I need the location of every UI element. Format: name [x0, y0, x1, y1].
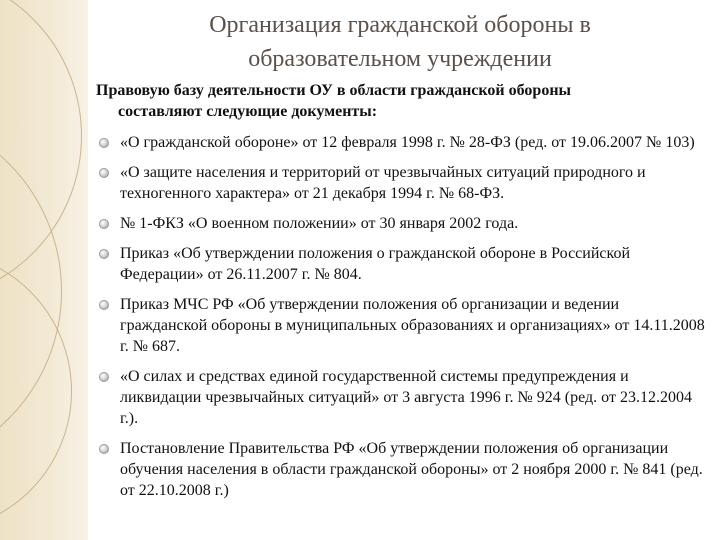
list-item [96, 162, 706, 204]
list-item-text: Приказ МЧС РФ «Об утверждении положения об организации и ведении гражданской обороны в муниципальных образованиях и организациях» от 14.11.2008 г. № 687. [120, 296, 705, 355]
list-item-text: № 1-ФКЗ «О военном положении» от 30 января 2002 года. [120, 215, 519, 232]
list-item [96, 294, 706, 357]
bullet-icon [99, 219, 109, 229]
document-list [96, 132, 706, 501]
decorative-side-band [0, 0, 88, 540]
list-item [96, 438, 706, 501]
intro-paragraph [96, 80, 706, 122]
bullet-icon [99, 168, 109, 178]
slide-content [96, 80, 706, 510]
bullet-icon [99, 249, 109, 259]
bullet-icon [99, 300, 109, 310]
intro-line-2: составляют следующие документы: [118, 103, 378, 120]
bullet-icon [99, 444, 109, 454]
list-item [96, 243, 706, 285]
list-item-text: «О защите населения и территорий от чрезвычайных ситуаций природного и техногенного характера» от 21 декабря 1994 г. № 68-ФЗ. [120, 164, 646, 202]
slide-title-line-1: Организация гражданской обороны в [209, 12, 591, 38]
list-item-text: Приказ «Об утверждении положения о гражданской обороне в Российской Федерации» от 26.11.2007 г. № 804. [120, 245, 631, 283]
list-item-text: Постановление Правительства РФ «Об утверждении положения об организации обучения населения в области гражданской обороны» от 2 ноября 2000 г. № 841 (ред. от 22.10.2008 г.) [120, 440, 703, 499]
intro-line-1: Правовую базу деятельности ОУ в области гражданской обороны [96, 82, 572, 99]
list-item-text: «О силах и средствах единой государственной системы предупреждения и ликвидации чрезвычайных ситуаций» от 3 августа 1996 г. № 924 (ред. от 23.12.2004 г.). [120, 368, 692, 427]
bullet-icon [99, 372, 109, 382]
slide-title-line-2: образовательном учреждении [248, 46, 552, 72]
bullet-icon [99, 138, 109, 148]
slide-title [110, 8, 690, 76]
list-item-text: «О гражданской обороне» от 12 февраля 1998 г. № 28-ФЗ (ред. от 19.06.2007 № 103) [120, 134, 695, 151]
list-item [96, 366, 706, 429]
list-item [96, 213, 706, 234]
list-item [96, 132, 706, 153]
